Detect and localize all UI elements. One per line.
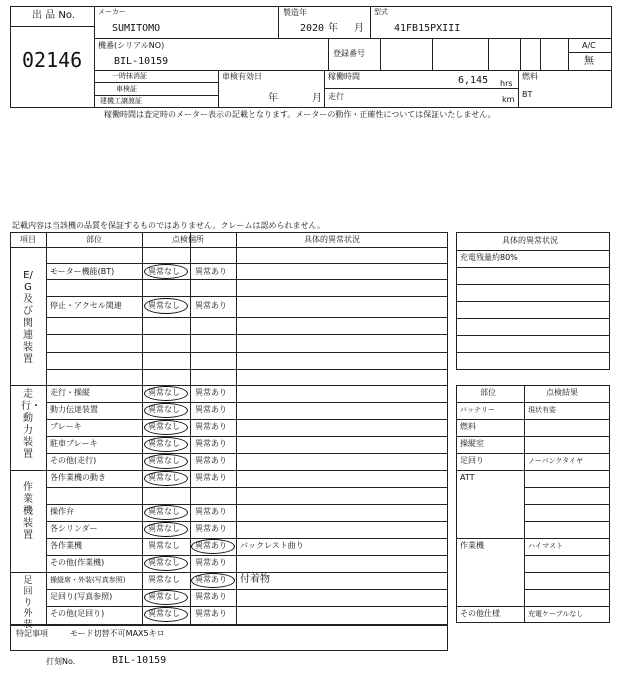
row-ng: 異常あり <box>195 609 227 618</box>
section-engine: E/G及び関連装置 <box>23 270 33 365</box>
year-unit: 年 <box>328 23 338 34</box>
row-part: 停止・アクセル関連 <box>50 301 122 310</box>
special-label: 特記事項 <box>16 629 48 638</box>
ok-circle <box>144 437 188 452</box>
row-part: 各シリンダー <box>50 524 98 533</box>
ac-label: A/C <box>582 41 596 50</box>
serial-label: 機番(シリアルNO) <box>98 41 165 50</box>
row-part: 動力伝達装置 <box>50 405 98 414</box>
hours-unit: hrs <box>500 79 513 88</box>
row-ng: 異常あり <box>195 422 227 431</box>
vehicle-cert-label: 車検証 <box>116 85 137 93</box>
ok-circle <box>144 298 188 314</box>
row-ng: 異常あり <box>195 439 227 448</box>
year-label: 製造年 <box>283 8 307 17</box>
row-ng: 異常あり <box>195 301 227 310</box>
row-ng: 異常あり <box>195 388 227 397</box>
row-ok: 異常なし <box>148 301 180 310</box>
model-label: 型式 <box>374 8 388 16</box>
ok-circle <box>144 386 188 401</box>
right-details-header: 具体的異常状況 <box>502 236 558 245</box>
row-ng: 異常あり <box>195 405 227 414</box>
disclaimer-text: 記載内容は当該機の品質を保証するものではありません。クレームは認められません。 <box>12 221 325 230</box>
col-details-header: 具体的異常状況 <box>304 235 360 244</box>
row-part: その他(作業機) <box>50 558 105 567</box>
row-ok: 異常なし <box>148 558 180 567</box>
serial-value: BIL-10159 <box>114 56 169 67</box>
row-part: 操作弁 <box>50 507 74 516</box>
row-ok: 異常なし <box>148 439 180 448</box>
section-work: 作業機装置 <box>23 482 33 541</box>
section-drive: 走行・動力装置 <box>21 389 41 460</box>
row-part: 操縦席・外装(写真参照) <box>50 576 126 584</box>
result-value: ハイマスト <box>528 542 563 550</box>
result-value: 現状有姿 <box>528 406 556 414</box>
hours-label: 稼働時間 <box>328 72 360 81</box>
row-part: モーター機能(BT) <box>50 267 115 276</box>
results-header-part: 部位 <box>480 388 496 397</box>
row-ok: 異常なし <box>148 267 180 276</box>
row-part: その他(走行) <box>50 456 97 465</box>
row-ok: 異常なし <box>148 575 180 584</box>
ng-circle <box>191 573 235 588</box>
row-part: 走行・操縦 <box>50 388 90 397</box>
result-part: その他仕様 <box>460 609 500 618</box>
row-ng: 異常あり <box>195 592 227 601</box>
ok-circle <box>144 420 188 435</box>
row-ok: 異常なし <box>148 609 180 618</box>
col-item-header: 項目 <box>20 235 36 244</box>
row-ok: 異常なし <box>148 388 180 397</box>
col-part-header: 部位 <box>86 235 102 244</box>
inspection-label: 車検有効日 <box>222 72 262 81</box>
lot-no-label: 出 品 No. <box>32 10 75 21</box>
special-value: モード切替不可MAX5キロ <box>70 629 165 638</box>
row-details: 付着物 <box>240 574 270 585</box>
row-ng: 異常あり <box>195 575 227 584</box>
maker-label: メーカー <box>98 8 126 16</box>
ok-circle <box>144 403 188 418</box>
col-check-header: 点検個所 <box>172 235 204 244</box>
row-part: 各作業機 <box>50 541 82 550</box>
result-part: 作業機 <box>460 541 484 550</box>
result-value: 充電ケーブルなし <box>528 610 584 618</box>
ok-circle <box>144 556 188 571</box>
lot-no-value: 02146 <box>22 48 83 72</box>
right-details-first: 充電残量約80% <box>460 253 518 262</box>
result-part: 操縦室 <box>460 439 484 448</box>
fuel-label: 燃料 <box>522 72 538 81</box>
special-cert-label: 建機工譲渡証 <box>100 97 142 105</box>
result-part: バッテリー <box>460 406 495 414</box>
ok-circle <box>144 505 188 520</box>
row-ng: 異常あり <box>195 473 227 482</box>
result-part: ATT <box>460 473 475 482</box>
hours-note: 稼働時間は査定時のメーター表示の記載となります。メーターの動作・正確性については保証いたしません。 <box>104 110 496 119</box>
stamp-value: BIL-10159 <box>112 655 167 666</box>
ok-circle <box>144 471 188 486</box>
row-ok: 異常なし <box>148 541 180 550</box>
model-value: 41FB15PXIII <box>394 23 461 34</box>
row-part: ブレーキ <box>50 422 82 431</box>
month-unit: 月 <box>354 23 364 34</box>
row-ng: 異常あり <box>195 541 227 550</box>
maker-value: SUMITOMO <box>112 23 161 34</box>
ac-value: 無 <box>584 56 594 67</box>
row-ok: 異常なし <box>148 405 180 414</box>
stamp-label: 打刻No. <box>46 657 76 666</box>
row-part: その他(足回り) <box>50 609 105 618</box>
section-undercarriage: 足回り外装 <box>23 576 33 630</box>
row-part: 足回り(写真参照) <box>50 592 113 601</box>
row-ng: 異常あり <box>195 524 227 533</box>
ok-circle <box>144 264 188 279</box>
results-header-result: 点検結果 <box>546 388 578 397</box>
row-ok: 異常なし <box>148 592 180 601</box>
reg-no-label: 登録番号 <box>333 49 365 58</box>
row-part: 各作業機の動き <box>50 473 106 482</box>
row-ng: 異常あり <box>195 267 227 276</box>
result-part: 足回り <box>460 456 484 465</box>
result-part: 燃料 <box>460 422 476 431</box>
hours-value: 6,145 <box>458 75 489 86</box>
row-ng: 異常あり <box>195 558 227 567</box>
row-ok: 異常なし <box>148 473 180 482</box>
result-value: ノーパンクタイヤ <box>528 457 584 465</box>
ok-circle <box>144 590 188 605</box>
row-part: 駐車ブレーキ <box>50 439 98 448</box>
ok-circle <box>144 454 188 469</box>
inspection-year-unit: 年 <box>268 93 278 104</box>
year-value: 2020 <box>300 23 325 34</box>
temp-cert-label: 一時抹消証 <box>112 72 147 80</box>
row-ok: 異常なし <box>148 524 180 533</box>
distance-unit: km <box>502 95 515 104</box>
row-ng: 異常あり <box>195 507 227 516</box>
fuel-value: BT <box>522 90 533 99</box>
row-ok: 異常なし <box>148 507 180 516</box>
row-ng: 異常あり <box>195 456 227 465</box>
distance-label: 走行 <box>328 92 344 101</box>
inspection-month-unit: 月 <box>312 93 322 104</box>
row-ok: 異常なし <box>148 456 180 465</box>
row-ok: 異常なし <box>148 422 180 431</box>
ok-circle <box>144 607 188 622</box>
ok-circle <box>144 522 188 537</box>
row-details: バックレスト曲り <box>240 541 304 550</box>
ng-circle <box>191 539 235 554</box>
